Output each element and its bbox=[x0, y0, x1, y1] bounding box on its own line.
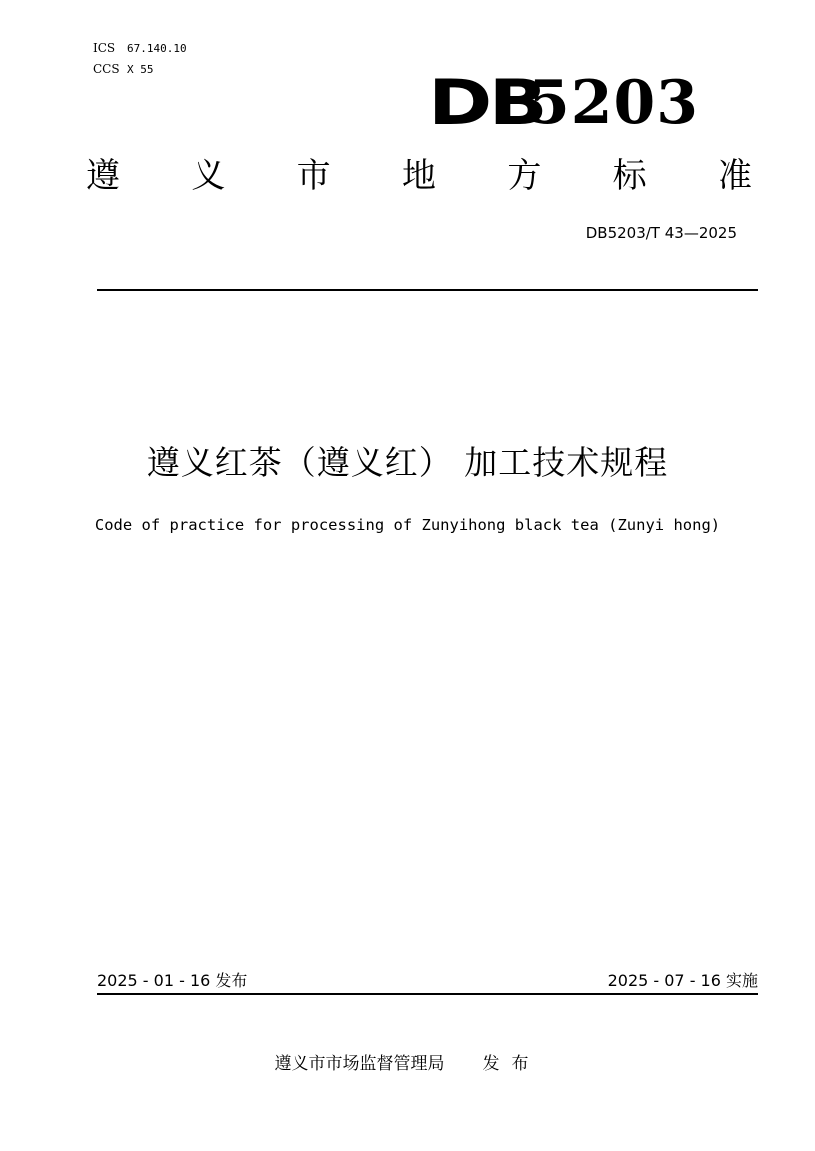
publisher-issue-word: 发布 bbox=[482, 1054, 541, 1074]
standard-type-char: 地 bbox=[401, 156, 436, 196]
document-title-chinese: 遵义红茶（遵义红） 加工技术规程 bbox=[146, 443, 669, 482]
ics-label: ICS bbox=[93, 41, 116, 55]
standard-type-char: 市 bbox=[296, 156, 331, 196]
standard-type-char: 义 bbox=[191, 156, 226, 196]
bottom-divider bbox=[97, 993, 758, 995]
standard-type-char: 准 bbox=[717, 156, 752, 196]
db-standard-mark bbox=[428, 66, 699, 139]
implementation-date: 2025 - 07 - 16 实施 bbox=[607, 971, 758, 990]
ccs-label: CCS bbox=[93, 62, 120, 76]
standard-type-char: 遵 bbox=[86, 156, 120, 196]
db-mark-prefix: DB bbox=[428, 66, 544, 139]
publisher-line bbox=[0, 1052, 815, 1076]
standard-type-heading bbox=[86, 153, 752, 199]
db-mark-number: 5203 bbox=[528, 68, 699, 138]
issue-date: 2025 - 01 - 16 发布 bbox=[97, 971, 248, 990]
ccs-value: X 55 bbox=[127, 63, 154, 76]
publisher-name: 遵义市市场监督管理局 bbox=[274, 1054, 445, 1074]
top-divider bbox=[97, 289, 758, 291]
ics-value: 67.140.10 bbox=[127, 42, 187, 55]
standard-number: DB5203/T 43—2025 bbox=[585, 224, 737, 242]
ics-code bbox=[93, 41, 187, 56]
standard-type-char: 标 bbox=[612, 156, 647, 196]
standard-type-char: 方 bbox=[507, 156, 542, 196]
ccs-code bbox=[93, 62, 154, 77]
document-title-english: Code of practice for processing of Zunyihong black tea (Zunyi hong) bbox=[94, 516, 721, 534]
